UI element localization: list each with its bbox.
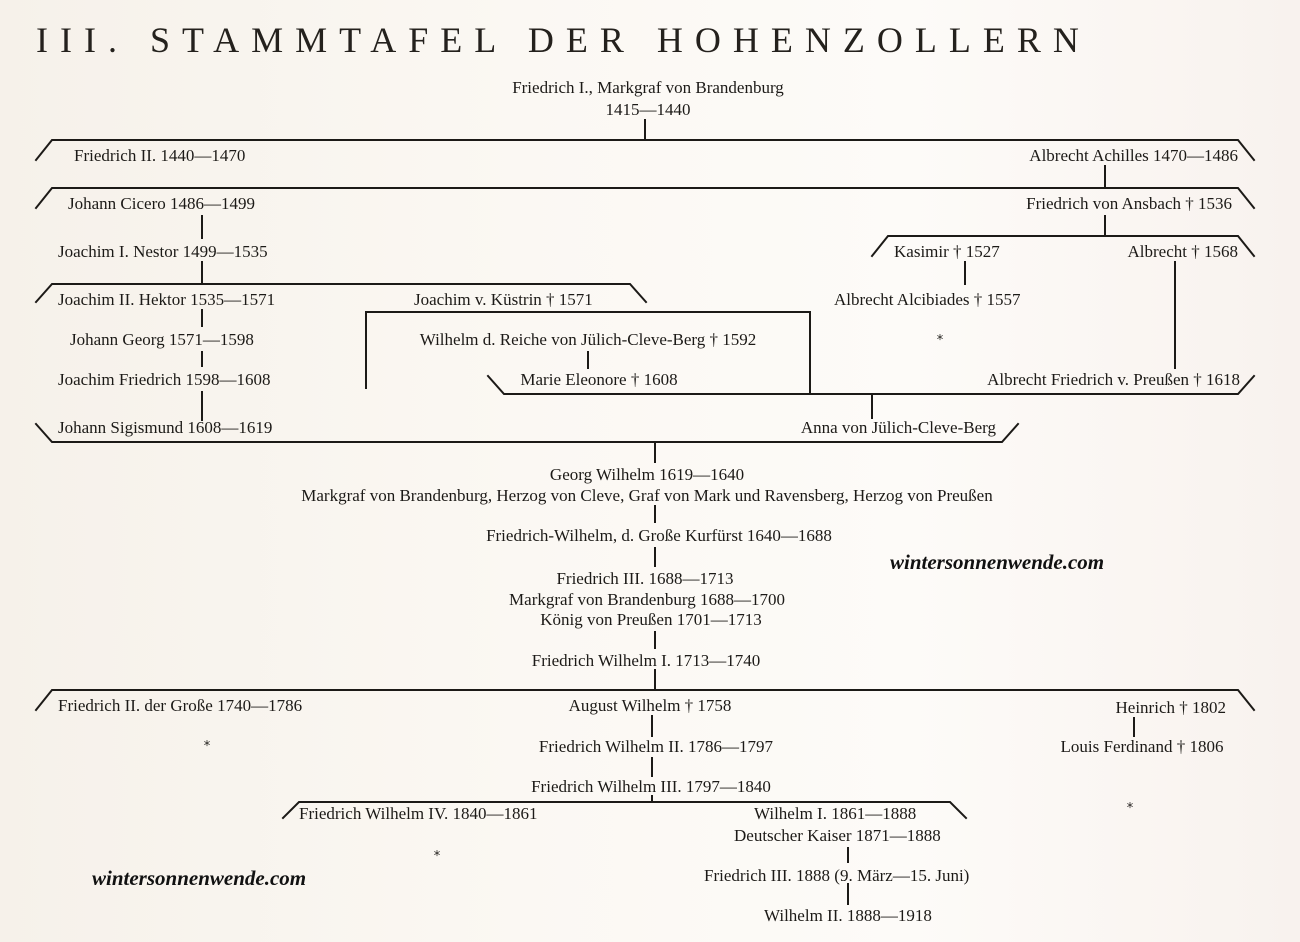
person-friedrich-iii-1888: Friedrich III. 1888 (9. März—15. Juni) [704,866,970,885]
person-joachim-kuestrin: Joachim v. Küstrin † 1571 [414,290,593,309]
person-friedrich-grosse: Friedrich II. der Große 1740—1786 [58,696,303,715]
person-friedrich-iii: Friedrich III. 1688—1713 [556,569,734,588]
person-georg-wilhelm: Georg Wilhelm 1619—1640 [549,465,745,484]
person-friedrich-i: Friedrich I., Markgraf von Brandenburg [512,78,784,97]
person-friedrich-wilhelm-iii: Friedrich Wilhelm III. 1797—1840 [531,777,771,796]
person-georg-wilhelm-titles: Markgraf von Brandenburg, Herzog von Cleve, Graf von Mark und Ravensberg, Herzog von Preußen [301,486,993,505]
person-heinrich: Heinrich † 1802 [1115,698,1226,717]
person-friedrich-iii-koenig: König von Preußen 1701—1713 [540,610,762,629]
watermark-text: wintersonnenwende.com [92,866,307,890]
person-grosse-kurfuerst: Friedrich-Wilhelm, d. Große Kurfürst 1640—1688 [486,526,832,545]
star-marker: * [433,849,441,864]
person-friedrich-ii: Friedrich II. 1440—1470 [74,146,246,165]
person-friedrich-i-years: 1415—1440 [605,100,691,119]
person-wilhelm-reiche: Wilhelm d. Reiche von Jülich-Cleve-Berg † 1592 [419,330,757,349]
star-marker: * [936,333,944,348]
page-title: III. STAMMTAFEL DER HOHENZOLLERN [36,20,1091,60]
person-albrecht-friedrich: Albrecht Friedrich v. Preußen † 1618 [987,370,1240,389]
person-joachim-ii: Joachim II. Hektor 1535—1571 [58,290,276,309]
person-johann-cicero: Johann Cicero 1486—1499 [68,194,255,213]
watermark-text: wintersonnenwende.com [890,550,1105,574]
person-wilhelm-ii: Wilhelm II. 1888—1918 [764,906,932,925]
person-louis-ferdinand: Louis Ferdinand † 1806 [1060,737,1224,756]
person-johann-georg: Johann Georg 1571—1598 [70,330,254,349]
person-friedrich-ansbach: Friedrich von Ansbach † 1536 [1026,194,1232,213]
person-anna: Anna von Jülich-Cleve-Berg [800,418,996,437]
person-kasimir: Kasimir † 1527 [894,242,1000,261]
star-marker: * [203,739,211,754]
person-johann-sigismund: Johann Sigismund 1608—1619 [58,418,273,437]
person-august-wilhelm: August Wilhelm † 1758 [568,696,732,715]
person-albrecht-1568: Albrecht † 1568 [1127,242,1238,261]
person-friedrich-wilhelm-iv: Friedrich Wilhelm IV. 1840—1861 [299,804,538,823]
person-joachim-i: Joachim I. Nestor 1499—1535 [58,242,268,261]
person-albrecht-achilles: Albrecht Achilles 1470—1486 [1029,146,1238,165]
person-wilhelm-i: Wilhelm I. 1861—1888 [754,804,917,823]
person-wilhelm-i-kaiser: Deutscher Kaiser 1871—1888 [734,826,941,845]
person-joachim-friedrich: Joachim Friedrich 1598—1608 [58,370,271,389]
person-friedrich-wilhelm-ii: Friedrich Wilhelm II. 1786—1797 [538,737,774,756]
person-friedrich-wilhelm-i: Friedrich Wilhelm I. 1713—1740 [531,651,761,670]
person-albrecht-alcibiades: Albrecht Alcibiades † 1557 [834,290,1021,309]
star-marker: * [1126,801,1134,816]
person-friedrich-iii-markgraf: Markgraf von Brandenburg 1688—1700 [509,590,785,609]
person-marie-eleonore: Marie Eleonore † 1608 [520,370,678,389]
